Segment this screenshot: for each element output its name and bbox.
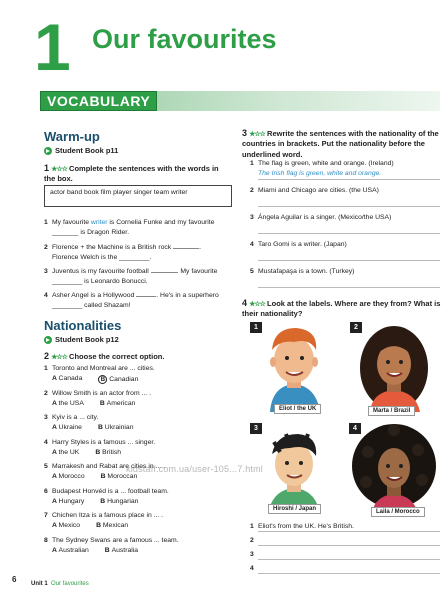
hiroshi-illustration: [250, 422, 338, 514]
answer-number: 2: [250, 537, 254, 544]
item-number: 8: [44, 536, 48, 544]
footer-unit-name: Our favourites: [51, 581, 89, 587]
page-number: 6: [12, 575, 17, 584]
option-text: Australian: [58, 546, 89, 554]
question-text: Miami and Chicago are cities. (the USA): [258, 187, 379, 194]
option-letter: A: [52, 546, 59, 554]
difficulty-stars-icon: ★☆☆: [249, 131, 265, 138]
exercise-2-options: [52, 522, 128, 529]
example-answer: Eliot's from the UK. He's British.: [258, 523, 354, 530]
exercise-number: 2: [44, 351, 50, 361]
exercise-2-options: [52, 449, 121, 456]
unit-number: 1: [34, 10, 69, 84]
option-a[interactable]: [52, 424, 82, 431]
option-b[interactable]: [100, 498, 138, 505]
picture-caption: Laila / Morocco: [371, 507, 425, 517]
exercise-2-options: [52, 400, 135, 407]
option-text: Mexico: [58, 522, 81, 529]
example-answer: writer: [90, 219, 108, 226]
answer-line[interactable]: [258, 233, 440, 234]
option-text: Hungary: [58, 497, 85, 505]
option-b[interactable]: [101, 473, 138, 480]
option-a[interactable]: [52, 400, 84, 407]
question-text: The flag is green, white and orange. (Ireland): [258, 160, 394, 167]
selected-option-circle: B: [98, 375, 107, 384]
question-text: Budapest Honvéd is a ... football team.: [52, 487, 169, 495]
picture-tag: 3: [250, 423, 262, 434]
exercise-2-question: [44, 389, 234, 399]
answer-blank[interactable]: [151, 266, 177, 273]
option-text: Morocco: [58, 473, 85, 480]
answer-line[interactable]: [258, 179, 440, 180]
option-b[interactable]: [95, 449, 121, 456]
footer-unit-label: Unit 1: [31, 581, 48, 587]
answer-line[interactable]: [258, 287, 440, 288]
answer-line[interactable]: [258, 573, 440, 574]
student-book-icon: [44, 147, 52, 155]
item-number: 3: [44, 414, 48, 421]
exercise-3-question: [250, 240, 440, 250]
option-letter: B: [97, 424, 105, 431]
exercise-3-question: [250, 159, 440, 169]
exercise-4-heading: [242, 297, 442, 320]
question-text: Chichen Itza is a famous place in ... .: [52, 512, 164, 519]
exercise-instruction: Choose the correct option.: [69, 352, 165, 361]
option-a[interactable]: [52, 449, 79, 456]
difficulty-stars-icon: ★☆☆: [51, 166, 67, 173]
question-text: Kyiv is a ... city.: [52, 414, 99, 421]
student-book-ref: [44, 146, 118, 155]
question-text: Harry Styles is a famous ... singer.: [52, 438, 156, 446]
picture-tag: 1: [250, 322, 262, 333]
exercise-instruction: Rewrite the sentences with the nationality of the countries in brackets. Put the nationality before the underlined word.: [242, 129, 439, 159]
exercise-2-options: [52, 473, 137, 480]
item-number: 6: [44, 487, 48, 495]
exercise-2-question: [44, 413, 234, 423]
exercise-2-heading: [44, 350, 234, 362]
picture-tag: 2: [350, 322, 362, 333]
option-text: British: [102, 448, 122, 456]
picture-hiroshi: [250, 422, 338, 514]
answer-line[interactable]: [258, 260, 440, 261]
exercise-1-item: 1 My favourite writer is Cornelia Funke and my favourite _______ is Dragon Rider.: [44, 219, 215, 236]
question-text: The Sydney Swans are a famous ... team.: [52, 536, 179, 544]
option-letter: B: [99, 399, 107, 407]
option-b[interactable]: [98, 424, 134, 431]
picture-caption: Eliot / the UK: [274, 404, 321, 414]
answer-line[interactable]: [258, 206, 440, 207]
option-text: Moroccan: [107, 473, 138, 480]
question-text: Taro Gomi is a writer. (Japan): [258, 241, 347, 248]
option-text: Hungarian: [107, 497, 139, 505]
answer-line[interactable]: [258, 545, 440, 546]
option-letter: A: [52, 448, 59, 456]
section-label: VOCABULARY: [40, 91, 157, 111]
exercise-1-item: 2 Florence + the Machine is a British rock . Florence Welch is the ________.: [44, 244, 201, 261]
option-a[interactable]: [52, 375, 82, 384]
item-number: 1: [250, 160, 254, 167]
picture-caption: Hiroshi / Japan: [268, 504, 321, 514]
item-number: 4: [250, 241, 254, 248]
watermark: kidstaff.com.ua/user-105...7.html: [126, 464, 263, 474]
answer-number: 3: [250, 551, 254, 558]
exercise-2-options: [52, 498, 138, 505]
option-b[interactable]: [96, 522, 128, 529]
option-text: Australia: [111, 546, 139, 554]
picture-marta: [348, 320, 440, 412]
item-number: 1: [44, 365, 48, 372]
answer-line[interactable]: [258, 559, 440, 560]
option-letter: B: [104, 546, 112, 554]
answer-number: 4: [250, 565, 254, 572]
item-number: 5: [250, 268, 254, 275]
option-text: Ukrainian: [104, 424, 134, 431]
item-number: 2: [250, 187, 254, 194]
question-text: Mustafapaşa is a town. (Turkey): [258, 268, 355, 275]
option-letter: A: [52, 375, 59, 382]
exercise-number: 3: [242, 128, 248, 138]
question-text: Ángela Aguilar is a singer. (Mexico/the USA): [258, 214, 392, 221]
option-text: the UK: [58, 448, 80, 456]
option-a[interactable]: [52, 473, 85, 480]
option-text: Canada: [58, 375, 83, 382]
laila-illustration: [348, 422, 440, 514]
question-text: Marrakesh and Rabat are cities in ... .: [52, 463, 165, 470]
option-letter: B: [95, 448, 103, 456]
exercise-1-item: 3 Juventus is my favourite football . My favourite ________ is Leonardo Bonucci.: [44, 268, 218, 285]
item-number: 3: [250, 214, 254, 221]
exercise-instruction: Look at the labels. Where are they from? What is their nationality?: [242, 299, 441, 319]
option-text: the USA: [58, 399, 84, 407]
picture-eliot: [250, 320, 338, 412]
exercise-number: 4: [242, 298, 248, 308]
eliot-illustration: [250, 320, 338, 412]
student-book-icon: [44, 336, 52, 344]
option-letter: A: [52, 522, 59, 529]
exercise-1-heading: [44, 162, 224, 185]
student-book-label: Student Book p12: [55, 335, 119, 344]
answer-blank[interactable]: [136, 290, 156, 297]
option-text: American: [106, 399, 136, 407]
exercise-2-options: [52, 424, 134, 431]
option-letter: A: [52, 399, 59, 407]
option-text: Mexican: [102, 522, 129, 529]
warmup-heading: Warm-up: [44, 129, 100, 144]
question-text: Toronto and Montreal are ... cities.: [52, 365, 155, 372]
answer-number: 1: [250, 523, 254, 530]
exercise-1-item: 4 Asher Angel is a Hollywood . He's in a superhero ________ called Shazam!: [44, 292, 219, 309]
option-letter: B: [100, 497, 108, 505]
exercise-2-question: [44, 438, 234, 448]
option-letter: A: [52, 424, 59, 431]
marta-illustration: [348, 320, 440, 412]
exercise-2-question: [44, 487, 234, 497]
option-a[interactable]: [52, 522, 80, 529]
option-b[interactable]: [100, 400, 136, 407]
exercise-2-question: [44, 511, 234, 521]
difficulty-stars-icon: ★☆☆: [249, 301, 265, 308]
exercise-3-question: [250, 213, 440, 223]
exercise-3-question: [250, 186, 440, 196]
picture-tag: 4: [349, 423, 361, 434]
option-letter: A: [52, 497, 59, 505]
example-answer: The Irish flag is green, white and orange.: [258, 170, 382, 177]
option-letter: A: [52, 473, 59, 480]
option-b[interactable]: [98, 375, 138, 384]
exercise-2-question: [44, 364, 234, 374]
item-number: 5: [44, 463, 48, 470]
exercise-3-question: [250, 267, 440, 277]
option-text: Ukraine: [58, 424, 82, 431]
option-a[interactable]: [52, 498, 84, 505]
option-text: Canadian: [109, 376, 139, 383]
picture-laila: [348, 422, 440, 514]
item-number: 2: [44, 389, 48, 397]
student-book-ref: [44, 335, 119, 344]
difficulty-stars-icon: ★☆☆: [51, 354, 67, 361]
item-number: 7: [44, 512, 48, 519]
question-text: Willow Smith is an actor from ... .: [52, 389, 151, 397]
student-book-label: Student Book p11: [55, 146, 119, 155]
footer-unit: [31, 581, 89, 587]
word-box: actor band book film player singer team writer: [44, 185, 232, 207]
exercise-2-question: [44, 536, 234, 546]
exercise-2-options: [52, 547, 138, 554]
answer-blank[interactable]: [173, 242, 199, 249]
item-number: 4: [44, 438, 48, 446]
exercise-2-options: [52, 375, 138, 384]
nationalities-heading: Nationalities: [44, 318, 122, 333]
option-b[interactable]: [105, 547, 138, 554]
unit-title: Our favourites: [92, 24, 277, 54]
picture-caption: Marta / Brazil: [368, 406, 415, 416]
option-a[interactable]: [52, 547, 89, 554]
exercise-3-heading: [242, 127, 440, 160]
option-letter: B: [96, 522, 103, 529]
exercise-number: 1: [44, 163, 50, 173]
exercise-instruction: Complete the sentences with the words in the box.: [44, 164, 219, 184]
option-letter: B: [100, 473, 108, 480]
